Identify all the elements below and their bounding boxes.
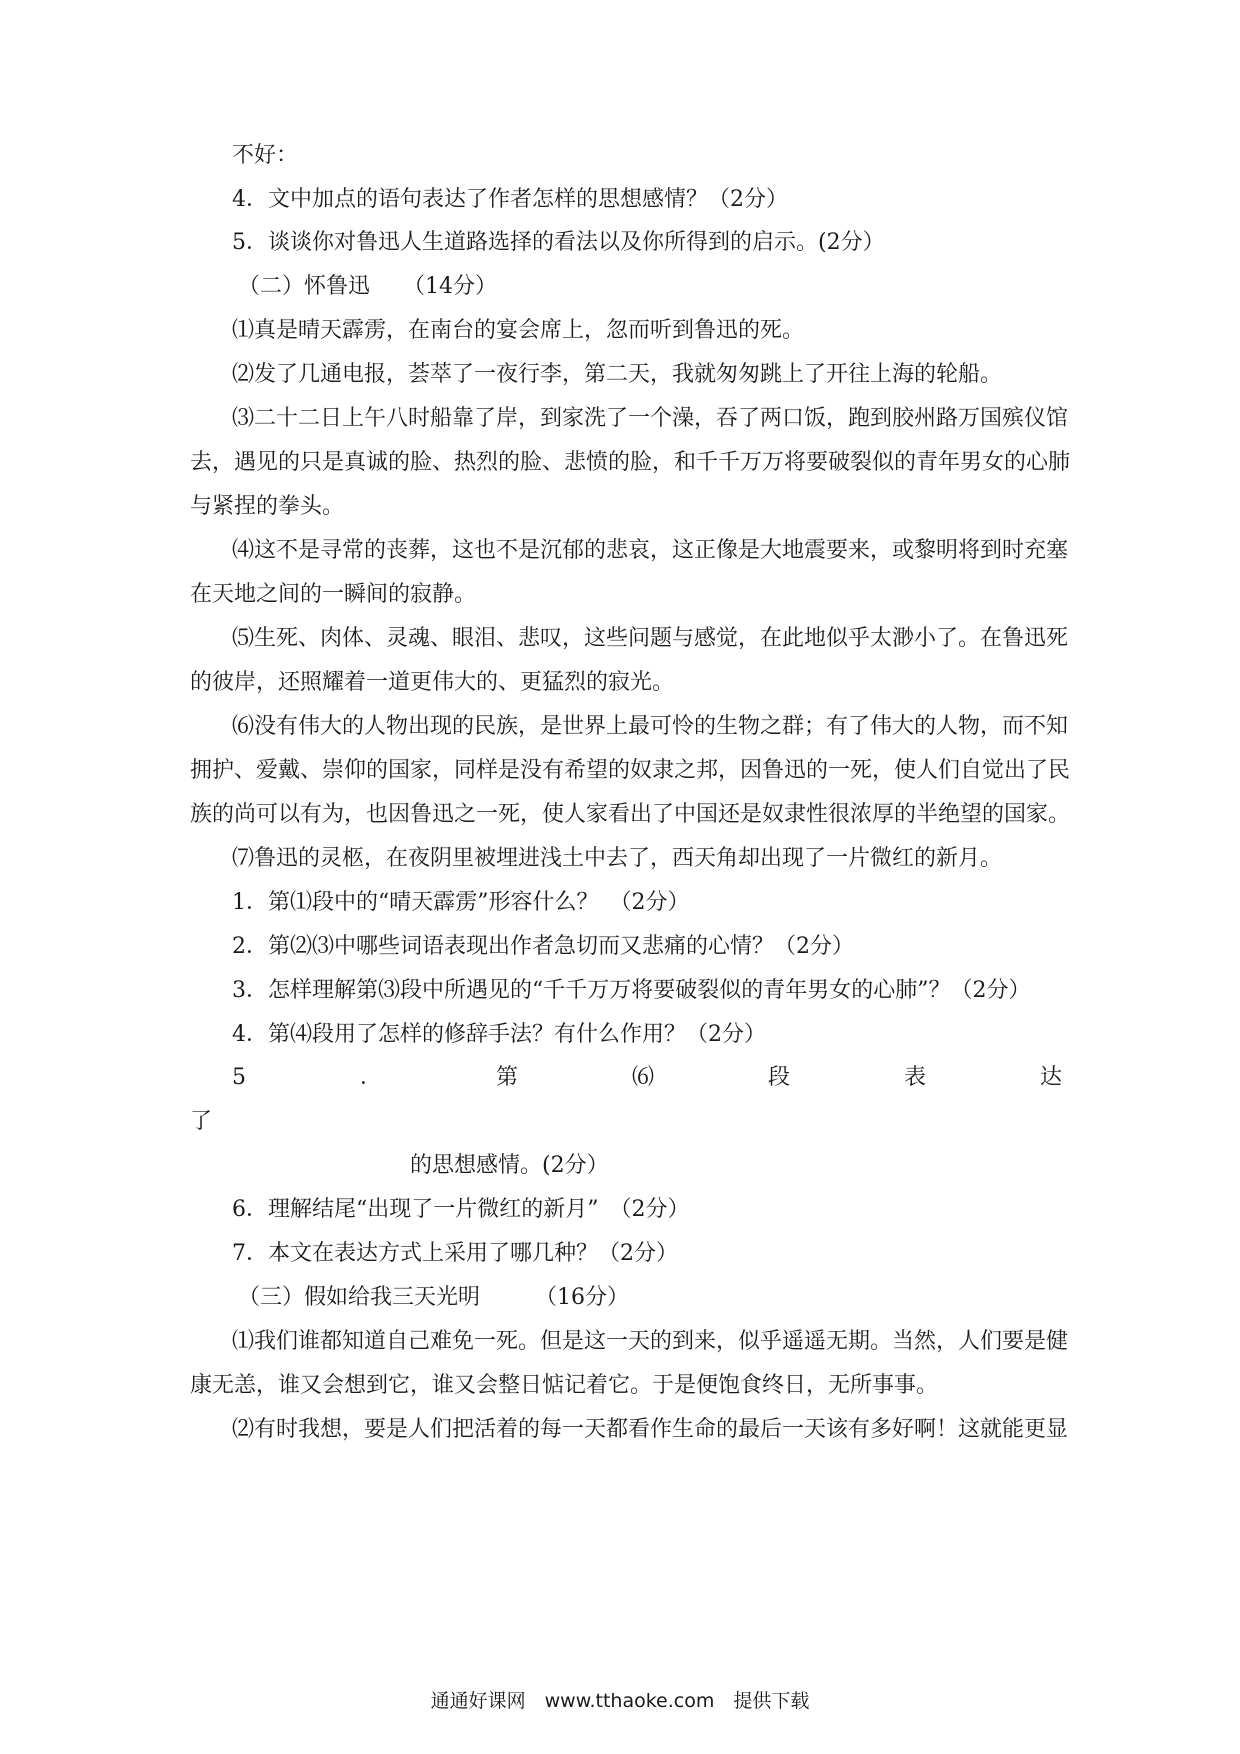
paragraph-b2: ⑵有时我想，要是人们把活着的每一天都看作生命的最后一天该有多好啊！这就能更显 bbox=[232, 1417, 1069, 1442]
section-heading-3: （三）假如给我三天光明 （16分） bbox=[238, 1285, 629, 1310]
question-6: 6．理解结尾“出现了一片微红的新月” （2分） bbox=[232, 1197, 690, 1222]
question-5: 5．谈谈你对鲁迅人生道路选择的看法以及你所得到的启示。(2分） bbox=[232, 230, 885, 255]
q5-char: ⑹ bbox=[631, 1065, 654, 1090]
paragraph-4-cont: 在天地之间的一瞬间的寂静。 bbox=[190, 582, 477, 607]
paragraph-1: ⑴真是晴天霹雳，在南台的宴会席上，忽而听到鲁迅的死。 bbox=[232, 318, 805, 343]
q5-char: ． bbox=[359, 1065, 382, 1090]
question-7: 7．本文在表达方式上采用了哪几种？（2分） bbox=[232, 1241, 678, 1266]
question-2: 2．第⑵⑶中哪些词语表现出作者急切而又悲痛的心情？（2分） bbox=[232, 934, 854, 959]
question-5b-cont: 了 bbox=[190, 1109, 213, 1134]
question-1: 1．第⑴段中的“晴天霹雳”形容什么？ （2分） bbox=[232, 890, 690, 915]
question-4b: 4．第⑷段用了怎样的修辞手法？有什么作用？（2分） bbox=[232, 1022, 766, 1047]
q5-char: 段 bbox=[767, 1065, 790, 1090]
section-heading-2: （二）怀鲁迅 （14分） bbox=[238, 274, 497, 299]
paragraph-5: ⑸生死、肉体、灵魂、眼泪、悲叹，这些问题与感觉，在此地似乎太渺小了。在鲁迅死 bbox=[232, 626, 1069, 651]
question-3: 3．怎样理解第⑶段中所遇见的“千千万万将要破裂似的青年男女的心肺”？（2分） bbox=[232, 978, 1031, 1003]
paragraph-3-cont: 去，遇见的只是真诚的脸、热烈的脸、悲愤的脸，和千千万万将要破裂似的青年男女的心肺 bbox=[190, 450, 1071, 475]
q5-char: 达 bbox=[1039, 1065, 1062, 1090]
q5-char: 表 bbox=[903, 1065, 926, 1090]
question-5b-tail: 的思想感情。(2分） bbox=[410, 1153, 609, 1178]
paragraph-2: ⑵发了几通电报，荟萃了一夜行李，第二天，我就匆匆跳上了开往上海的轮船。 bbox=[232, 362, 1003, 387]
paragraph-5-cont: 的彼岸，还照耀着一道更伟大的、更猛烈的寂光。 bbox=[190, 670, 675, 695]
page-footer: 通通好课网 www.tthaoke.com 提供下载 bbox=[430, 1690, 810, 1712]
paragraph-3: ⑶二十二日上午八时船靠了岸，到家洗了一个澡，吞了两口饭，跑到胶州路万国殡仪馆 bbox=[232, 406, 1069, 431]
paragraph-6: ⑹没有伟大的人物出现的民族，是世界上最可怜的生物之群；有了伟大的人物，而不知 bbox=[232, 714, 1069, 739]
question-5b-spread bbox=[232, 1063, 1062, 1093]
q5-char: 5 bbox=[232, 1065, 246, 1090]
question-4: 4．文中加点的语句表达了作者怎样的思想感情？（2分） bbox=[232, 187, 788, 212]
paragraph-b1: ⑴我们谁都知道自己难免一死。但是这一天的到来，似乎遥遥无期。当然，人们要是健 bbox=[232, 1329, 1069, 1354]
paragraph-6-cont: 族的尚可以有为，也因鲁迅之一死，使人家看出了中国还是奴隶性很浓厚的半绝望的国家。 bbox=[190, 802, 1071, 827]
paragraph-7: ⑺鲁迅的灵柩，在夜阴里被埋进浅土中去了，西天角却出现了一片微红的新月。 bbox=[232, 846, 1003, 871]
text-line: 不好： bbox=[232, 143, 299, 168]
paragraph-3-cont: 与紧捏的拳头。 bbox=[190, 494, 345, 519]
paragraph-b1-cont: 康无恙，谁又会想到它，谁又会整日惦记着它。于是便饱食终日，无所事事。 bbox=[190, 1373, 939, 1398]
q5-char: 第 bbox=[495, 1065, 518, 1090]
paragraph-4: ⑷这不是寻常的丧葬，这也不是沉郁的悲哀，这正像是大地震要来，或黎明将到时充塞 bbox=[232, 538, 1069, 563]
paragraph-6-cont: 拥护、爱戴、崇仰的国家，同样是没有希望的奴隶之邦，因鲁迅的一死，使人们自觉出了民 bbox=[190, 758, 1071, 783]
